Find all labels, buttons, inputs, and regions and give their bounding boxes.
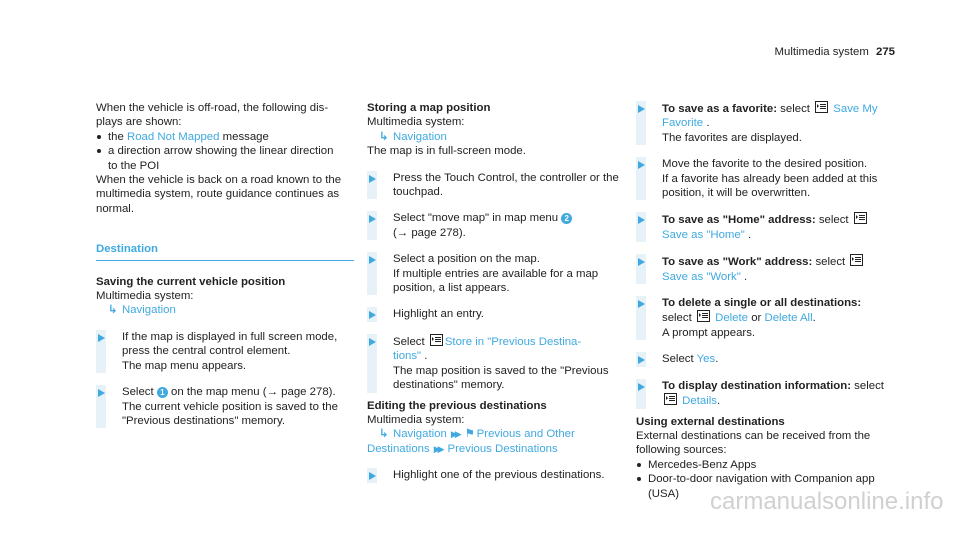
play-icon (638, 105, 645, 113)
bullet-text: to the POI (108, 159, 160, 172)
step-bold: To save as a favorite: (662, 103, 778, 115)
step-text: or (748, 312, 765, 325)
save-work-link[interactable]: Save as "Work" (662, 270, 741, 283)
play-icon (638, 258, 645, 266)
step-text: Select "move map" in map menu (393, 212, 562, 225)
step-text: If multiple entries are available for a map (393, 267, 599, 280)
external-text (636, 429, 896, 458)
store-previous-link[interactable]: Store in "Previous Destina- (444, 335, 582, 348)
play-icon (638, 356, 645, 364)
bullet-text: (USA) (648, 487, 680, 500)
delete-all-link[interactable]: Delete All (764, 312, 813, 325)
list-item (96, 144, 354, 173)
save-favorite-link[interactable]: Save My (833, 103, 878, 115)
step-item (367, 171, 621, 200)
arrow-right-icon: ↳ (379, 130, 389, 143)
previous-destinations-link[interactable]: Previous Destinations (447, 442, 558, 455)
navigation-link[interactable]: Navigation (393, 130, 447, 143)
list-item (96, 130, 354, 144)
map-fullscreen-text: The map is in full-screen mode. (367, 145, 526, 158)
menu-icon (697, 310, 710, 322)
play-icon (638, 383, 645, 391)
step-text: destinations" memory. (393, 379, 505, 392)
play-icon (369, 472, 376, 480)
step-text: If the map is displayed in full screen mode, (122, 330, 338, 343)
nav-path (367, 427, 621, 441)
multimedia-system-label: Multimedia system: (367, 413, 465, 426)
bullet-text: Door-to-door navigation with Companion app (648, 473, 875, 486)
double-chevron-icon: ▶▶ (433, 443, 442, 454)
menu-icon (815, 101, 828, 113)
step-item (367, 307, 621, 321)
step-text: touchpad. (393, 186, 444, 199)
play-icon (369, 175, 376, 183)
play-icon (369, 311, 376, 319)
bullet-text: Mercedes-Benz Apps (648, 458, 757, 471)
step-text: press the central control element. (122, 345, 291, 358)
offroad-list (96, 130, 354, 173)
step-text: Press the Touch Control, the controller or the (393, 171, 619, 184)
step-text: Move the favorite to the desired position. (662, 158, 868, 171)
step-text: select (662, 312, 695, 325)
menu-icon (854, 212, 867, 224)
double-chevron-icon: ▶▶ (450, 429, 459, 440)
list-item (636, 458, 896, 472)
road-not-mapped-link[interactable]: Road Not Mapped (127, 130, 220, 143)
step-text: Select a position on the map. (393, 253, 540, 266)
step-text: The map menu appears. (122, 359, 247, 372)
step-text: If a favorite has already been added at this (662, 172, 878, 185)
step-item: To save as a favorite: select Save My Favorite . The favorites are displayed. (636, 101, 896, 145)
subheading-external: Using external destinations (636, 415, 785, 428)
back-text (96, 173, 354, 216)
intro-text (96, 101, 354, 130)
bullet-text: a direction arrow showing the linear direction (108, 145, 334, 158)
step-text: select (812, 256, 849, 269)
step-text: Highlight an entry. (393, 308, 484, 321)
arrow-right-icon: ↳ (108, 304, 118, 317)
play-icon (638, 161, 645, 169)
subheading-edit-previous: Editing the previous destinations (367, 399, 547, 412)
step-item: Select Yes. (636, 352, 896, 366)
callout-number: 2 (561, 213, 572, 224)
step-bold: To delete a single or all destinations: (662, 297, 862, 310)
save-home-link[interactable]: Save as "Home" (662, 228, 745, 241)
intro-line-2: plays are shown: (96, 116, 182, 129)
step-text: on the map menu (→ page 278). (167, 386, 336, 399)
step-text: position, a list appears. (393, 282, 510, 295)
step-text: select (851, 379, 884, 392)
step-item (367, 211, 621, 240)
watermark: carmanualsonline.info (710, 488, 944, 515)
play-icon (638, 216, 645, 224)
text-line: multimedia system, route guidance continues as (96, 188, 340, 201)
nav-path-cont (367, 442, 621, 456)
multimedia-system-label: Multimedia system: (367, 116, 465, 129)
navigation-link[interactable]: Navigation (122, 304, 176, 317)
bullet-text: the (108, 130, 127, 143)
step-bold: To save as "Work" address: (662, 256, 813, 269)
step-item: To delete a single or all destinations: select Delete or Delete All. A prompt appears. (636, 296, 896, 340)
intro-line-1: When the vehicle is off-road, the following dis- (96, 102, 329, 114)
step-item: To display destination information: select Details. (636, 379, 896, 409)
header-title: Multimedia system (774, 46, 869, 58)
step-item: Select Store in "Previous Destina- tions" . The map position is saved to the "Previous destinations" memory. (367, 334, 621, 393)
nav-path (96, 303, 354, 317)
subheading-store-map: Storing a map position (367, 102, 491, 114)
step-item (367, 252, 621, 295)
text-line: External destinations can be received from the (636, 429, 871, 442)
step-item (96, 385, 354, 428)
step-text: Select (662, 353, 697, 366)
menu-icon (850, 254, 863, 266)
column-3 (636, 101, 896, 501)
step-text: The map position is saved to the "Previous (393, 364, 609, 377)
details-link[interactable]: Details (682, 395, 717, 408)
multimedia-system-label: Multimedia system: (96, 290, 194, 303)
text-line: When the vehicle is back on a road known to the (96, 174, 342, 187)
navigation-link[interactable]: Navigation (393, 428, 447, 441)
step-text: position, it will be overwritten. (662, 187, 811, 200)
step-text: (→ page 278). (393, 226, 466, 239)
step-item: To save as "Home" address: select Save as "Home" . (636, 212, 896, 242)
menu-icon (664, 393, 677, 405)
step-item (636, 157, 896, 200)
yes-link[interactable]: Yes (696, 353, 716, 366)
column-2 (367, 101, 621, 483)
nav-path (367, 130, 621, 144)
subheading-save-position: Saving the current vehicle position (96, 275, 286, 288)
save-favorite-link[interactable]: Favorite (662, 117, 704, 130)
step-bold: To save as "Home" address: (662, 214, 816, 227)
play-icon (369, 338, 376, 346)
step-bold: To display destination information: (662, 379, 852, 392)
arrow-right-icon: ↳ (379, 428, 389, 441)
destinations-link[interactable]: Destinations (367, 442, 430, 455)
page-number: 275 (875, 46, 895, 58)
step-text: "Previous destinations" memory. (122, 414, 285, 427)
step-text: The current vehicle position is saved to the (122, 400, 338, 413)
play-icon (369, 215, 376, 223)
step-text: Select (393, 335, 428, 348)
step-text: The favorites are displayed. (662, 131, 802, 144)
play-icon (98, 389, 105, 397)
step-text: A prompt appears. (662, 326, 756, 339)
step-item (367, 468, 621, 482)
step-item: To save as "Work" address: select Save as "Work" . (636, 254, 896, 284)
column-1 (96, 101, 354, 428)
text-line: normal. (96, 202, 134, 215)
play-icon (638, 300, 645, 308)
play-icon (369, 256, 376, 264)
flag-icon: ⚑ (464, 428, 475, 441)
menu-icon (430, 334, 443, 346)
text-line: following sources: (636, 444, 727, 457)
previous-other-link[interactable]: Previous and Other (476, 428, 575, 441)
callout-number: 1 (157, 387, 168, 398)
step-text: select (815, 214, 852, 227)
page-header (775, 45, 896, 59)
store-previous-link[interactable]: tions" (393, 350, 422, 363)
step-item (96, 330, 354, 373)
step-text: Select (122, 386, 157, 399)
delete-link[interactable]: Delete (715, 312, 749, 325)
section-heading-destination: Destination (96, 242, 354, 260)
step-text: select (777, 103, 814, 115)
bullet-text: message (219, 130, 269, 143)
step-text: Highlight one of the previous destinations. (393, 469, 605, 482)
play-icon (98, 334, 105, 342)
